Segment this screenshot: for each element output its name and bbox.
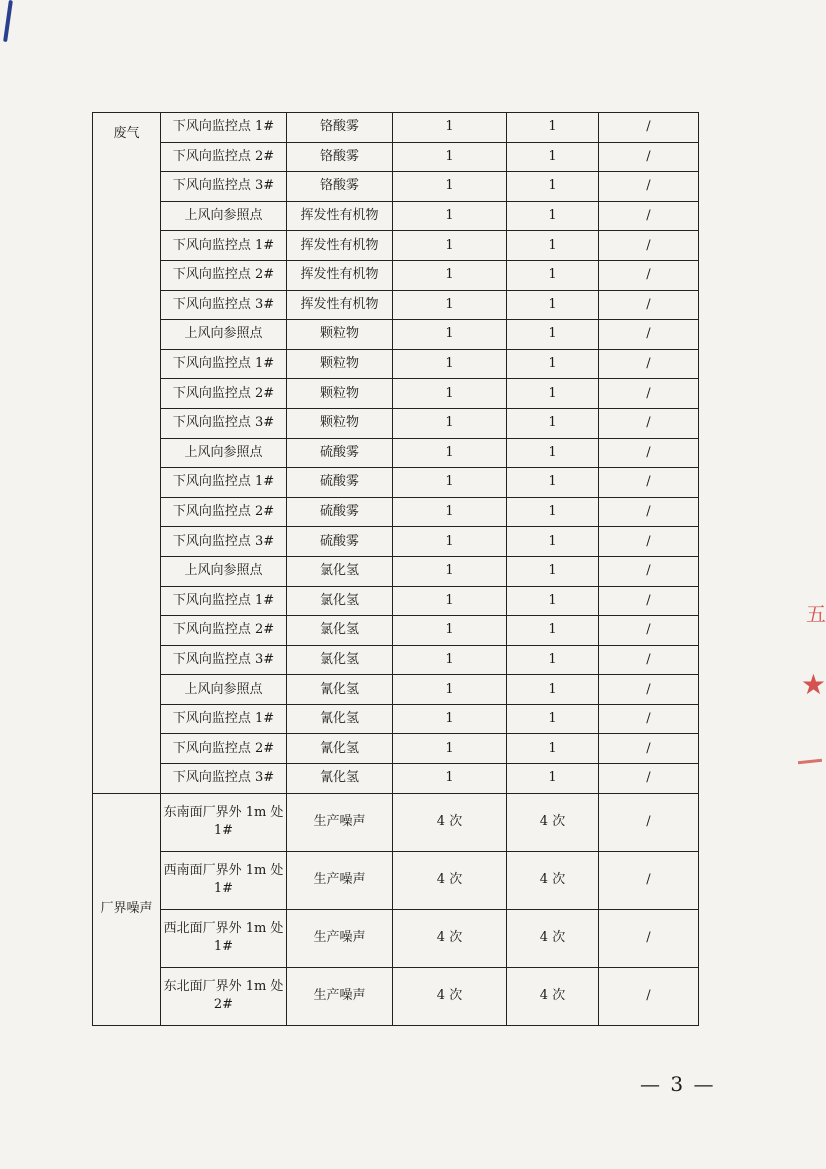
- monitoring-item-cell: 硫酸雾: [287, 438, 393, 468]
- remark-cell: /: [599, 527, 699, 557]
- count-cell: 1: [507, 290, 599, 320]
- count-cell: 1: [507, 645, 599, 675]
- table-row: [93, 408, 699, 438]
- remark-cell: /: [599, 349, 699, 379]
- table-row: [93, 734, 699, 764]
- remark-cell: /: [599, 645, 699, 675]
- table-row: [93, 586, 699, 616]
- count-cell: 4 次: [507, 909, 599, 967]
- page-number: — 3 —: [640, 1072, 716, 1096]
- count-cell: 1: [393, 704, 507, 734]
- monitoring-point-cell: 下风向监控点 2#: [161, 734, 287, 764]
- count-cell: 1: [507, 260, 599, 290]
- count-cell: 1: [507, 556, 599, 586]
- monitoring-item-cell: 氯化氢: [287, 616, 393, 646]
- monitoring-point-cell: 上风向参照点: [161, 675, 287, 705]
- monitoring-table-body: [93, 113, 699, 1026]
- monitoring-point-cell: 下风向监控点 3#: [161, 290, 287, 320]
- monitoring-item-cell: 氰化氢: [287, 734, 393, 764]
- remark-cell: /: [599, 172, 699, 202]
- monitoring-item-cell: 生产噪声: [287, 967, 393, 1025]
- monitoring-point-cell: 上风向参照点: [161, 201, 287, 231]
- count-cell: 1: [393, 764, 507, 794]
- monitoring-item-cell: 挥发性有机物: [287, 260, 393, 290]
- count-cell: 1: [507, 349, 599, 379]
- count-cell: 1: [507, 734, 599, 764]
- remark-cell: /: [599, 675, 699, 705]
- count-cell: 1: [393, 142, 507, 172]
- monitoring-point-cell: 下风向监控点 3#: [161, 645, 287, 675]
- monitoring-item-cell: 氰化氢: [287, 764, 393, 794]
- monitoring-item-cell: 氯化氢: [287, 586, 393, 616]
- count-cell: 1: [393, 527, 507, 557]
- remark-cell: /: [599, 438, 699, 468]
- count-cell: 1: [393, 349, 507, 379]
- count-cell: 1: [393, 379, 507, 409]
- table-row: [93, 142, 699, 172]
- table-row: [93, 764, 699, 794]
- remark-cell: /: [599, 704, 699, 734]
- red-stamp-star-icon: ★: [800, 668, 826, 701]
- count-cell: 1: [393, 231, 507, 261]
- remark-cell: /: [599, 556, 699, 586]
- remark-cell: /: [599, 734, 699, 764]
- monitoring-item-cell: 颗粒物: [287, 320, 393, 350]
- monitoring-point-cell: 下风向监控点 3#: [161, 527, 287, 557]
- remark-cell: /: [599, 201, 699, 231]
- count-cell: 1: [393, 586, 507, 616]
- count-cell: 4 次: [393, 851, 507, 909]
- count-cell: 1: [507, 379, 599, 409]
- monitoring-item-cell: 挥发性有机物: [287, 231, 393, 261]
- category-cell-air: 废气: [93, 113, 161, 794]
- monitoring-point-cell: 下风向监控点 1#: [161, 231, 287, 261]
- table-row: [93, 497, 699, 527]
- table-row: [93, 201, 699, 231]
- count-cell: 1: [393, 497, 507, 527]
- remark-cell: /: [599, 408, 699, 438]
- table-row: [93, 172, 699, 202]
- remark-cell: /: [599, 586, 699, 616]
- count-cell: 1: [507, 586, 599, 616]
- monitoring-item-cell: 颗粒物: [287, 379, 393, 409]
- monitoring-item-cell: 颗粒物: [287, 408, 393, 438]
- monitoring-point-cell: 上风向参照点: [161, 320, 287, 350]
- monitoring-point-cell: 西南面厂界外 1m 处 1#: [161, 851, 287, 909]
- table-row: [93, 231, 699, 261]
- monitoring-point-cell: 下风向监控点 3#: [161, 408, 287, 438]
- count-cell: 1: [393, 172, 507, 202]
- table-row: [93, 438, 699, 468]
- monitoring-point-cell: 下风向监控点 2#: [161, 142, 287, 172]
- count-cell: 1: [393, 616, 507, 646]
- count-cell: 1: [507, 468, 599, 498]
- monitoring-item-cell: 挥发性有机物: [287, 201, 393, 231]
- monitoring-point-cell: 上风向参照点: [161, 556, 287, 586]
- monitoring-item-cell: 硫酸雾: [287, 527, 393, 557]
- count-cell: 4 次: [393, 967, 507, 1025]
- monitoring-item-cell: 生产噪声: [287, 793, 393, 851]
- table-row: [93, 645, 699, 675]
- pen-mark: [3, 0, 13, 42]
- count-cell: 1: [393, 438, 507, 468]
- count-cell: 1: [507, 320, 599, 350]
- monitoring-item-cell: 铬酸雾: [287, 142, 393, 172]
- monitoring-point-cell: 下风向监控点 2#: [161, 379, 287, 409]
- count-cell: 4 次: [507, 967, 599, 1025]
- count-cell: 1: [507, 231, 599, 261]
- monitoring-point-cell: 下风向监控点 1#: [161, 586, 287, 616]
- monitoring-item-cell: 氰化氢: [287, 675, 393, 705]
- table-row: [93, 851, 699, 909]
- monitoring-point-cell: 下风向监控点 2#: [161, 260, 287, 290]
- count-cell: 1: [507, 438, 599, 468]
- table-row: [93, 113, 699, 143]
- monitoring-point-cell: 下风向监控点 1#: [161, 468, 287, 498]
- table-row: [93, 260, 699, 290]
- table-row: [93, 616, 699, 646]
- count-cell: 1: [507, 704, 599, 734]
- monitoring-item-cell: 氰化氢: [287, 704, 393, 734]
- monitoring-point-cell: 西北面厂界外 1m 处 1#: [161, 909, 287, 967]
- table-row: [93, 793, 699, 851]
- remark-cell: /: [599, 231, 699, 261]
- count-cell: 1: [393, 320, 507, 350]
- count-cell: 1: [507, 764, 599, 794]
- remark-cell: /: [599, 379, 699, 409]
- remark-cell: /: [599, 793, 699, 851]
- remark-cell: /: [599, 142, 699, 172]
- count-cell: 1: [393, 675, 507, 705]
- count-cell: 1: [393, 468, 507, 498]
- remark-cell: /: [599, 616, 699, 646]
- monitoring-item-cell: 挥发性有机物: [287, 290, 393, 320]
- count-cell: 1: [507, 497, 599, 527]
- table-row: [93, 527, 699, 557]
- monitoring-point-cell: 下风向监控点 2#: [161, 497, 287, 527]
- remark-cell: /: [599, 967, 699, 1025]
- monitoring-item-cell: 生产噪声: [287, 909, 393, 967]
- remark-cell: /: [599, 497, 699, 527]
- category-cell-noise: 厂界噪声: [93, 793, 161, 1025]
- count-cell: 1: [507, 142, 599, 172]
- count-cell: 4 次: [507, 793, 599, 851]
- count-cell: 1: [393, 201, 507, 231]
- count-cell: 4 次: [393, 793, 507, 851]
- red-stamp-edge: [798, 759, 822, 764]
- remark-cell: /: [599, 113, 699, 143]
- remark-cell: /: [599, 851, 699, 909]
- count-cell: 4 次: [507, 851, 599, 909]
- monitoring-table: [92, 112, 699, 1026]
- monitoring-item-cell: 硫酸雾: [287, 468, 393, 498]
- table-row: [93, 468, 699, 498]
- count-cell: 1: [507, 201, 599, 231]
- count-cell: 1: [393, 556, 507, 586]
- count-cell: 1: [393, 113, 507, 143]
- monitoring-item-cell: 硫酸雾: [287, 497, 393, 527]
- count-cell: 1: [393, 260, 507, 290]
- count-cell: 1: [507, 527, 599, 557]
- monitoring-point-cell: 东南面厂界外 1m 处 1#: [161, 793, 287, 851]
- table-row: [93, 556, 699, 586]
- monitoring-item-cell: 生产噪声: [287, 851, 393, 909]
- monitoring-item-cell: 铬酸雾: [287, 172, 393, 202]
- table-row: [93, 967, 699, 1025]
- count-cell: 4 次: [393, 909, 507, 967]
- monitoring-point-cell: 上风向参照点: [161, 438, 287, 468]
- monitoring-point-cell: 下风向监控点 1#: [161, 704, 287, 734]
- count-cell: 1: [507, 113, 599, 143]
- count-cell: 1: [507, 616, 599, 646]
- monitoring-point-cell: 下风向监控点 1#: [161, 349, 287, 379]
- remark-cell: /: [599, 764, 699, 794]
- table-row: [93, 349, 699, 379]
- table-row: [93, 909, 699, 967]
- monitoring-item-cell: 氯化氢: [287, 645, 393, 675]
- count-cell: 1: [507, 172, 599, 202]
- table-row: [93, 379, 699, 409]
- table-row: [93, 704, 699, 734]
- red-stamp-fragment: 五: [806, 602, 826, 626]
- remark-cell: /: [599, 290, 699, 320]
- monitoring-point-cell: 下风向监控点 1#: [161, 113, 287, 143]
- remark-cell: /: [599, 468, 699, 498]
- table-row: [93, 290, 699, 320]
- monitoring-item-cell: 氯化氢: [287, 556, 393, 586]
- count-cell: 1: [393, 408, 507, 438]
- count-cell: 1: [393, 290, 507, 320]
- monitoring-point-cell: 东北面厂界外 1m 处 2#: [161, 967, 287, 1025]
- remark-cell: /: [599, 260, 699, 290]
- monitoring-point-cell: 下风向监控点 2#: [161, 616, 287, 646]
- monitoring-item-cell: 颗粒物: [287, 349, 393, 379]
- monitoring-item-cell: 铬酸雾: [287, 113, 393, 143]
- count-cell: 1: [507, 408, 599, 438]
- remark-cell: /: [599, 909, 699, 967]
- count-cell: 1: [393, 734, 507, 764]
- remark-cell: /: [599, 320, 699, 350]
- monitoring-point-cell: 下风向监控点 3#: [161, 172, 287, 202]
- table-row: [93, 320, 699, 350]
- count-cell: 1: [507, 675, 599, 705]
- count-cell: 1: [393, 645, 507, 675]
- table-row: [93, 675, 699, 705]
- monitoring-point-cell: 下风向监控点 3#: [161, 764, 287, 794]
